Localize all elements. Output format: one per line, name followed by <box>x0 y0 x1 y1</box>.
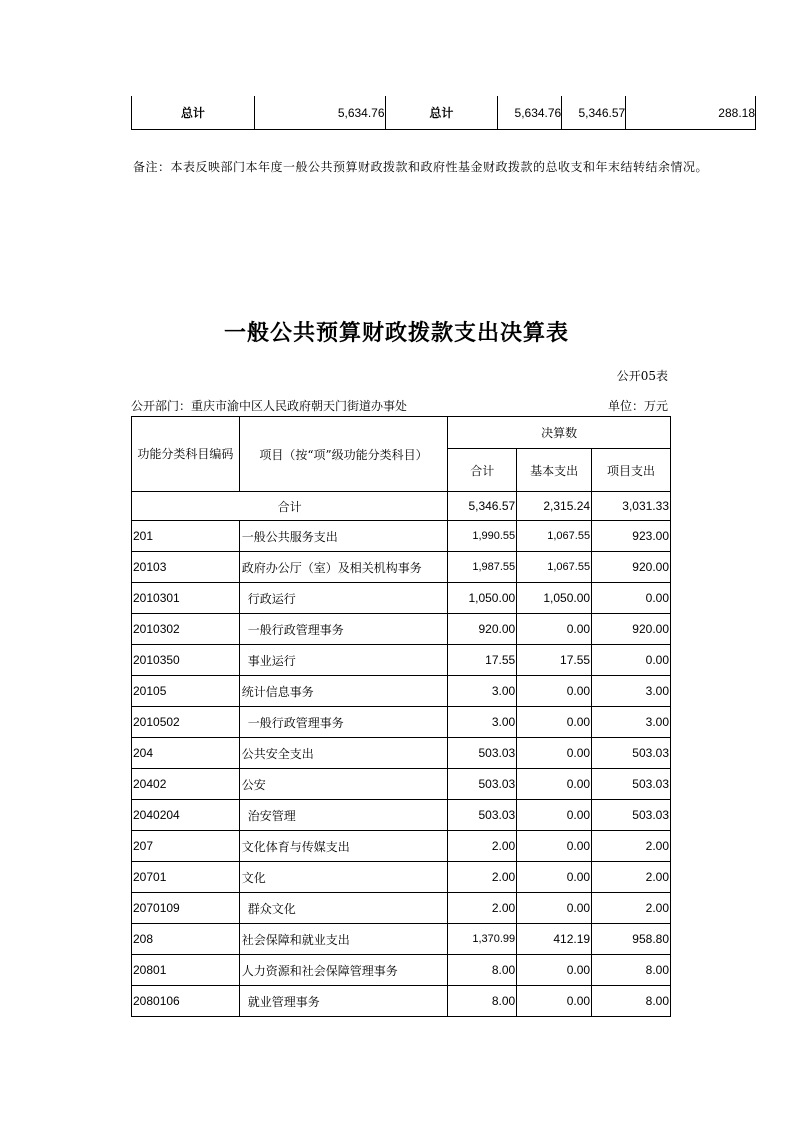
row-total: 1,370.99 <box>448 924 517 955</box>
row-basic: 0.00 <box>517 738 592 769</box>
row-name: 事业运行 <box>239 645 447 676</box>
table-row <box>132 707 671 738</box>
unit-label: 单位：万元 <box>607 399 668 413</box>
row-total: 8.00 <box>448 986 517 1017</box>
table-row <box>132 583 671 614</box>
summary-basic-value: 5,346.57 <box>562 96 626 130</box>
row-name: 政府办公厅（室）及相关机构事务 <box>239 552 447 583</box>
row-code: 2070109 <box>132 893 240 924</box>
row-basic: 0.00 <box>517 955 592 986</box>
table-row <box>132 645 671 676</box>
row-code: 201 <box>132 521 240 552</box>
table-row <box>132 521 671 552</box>
row-name: 文化 <box>239 862 447 893</box>
row-name: 公共安全支出 <box>239 738 447 769</box>
row-code: 2010302 <box>132 614 240 645</box>
row-project: 0.00 <box>592 583 671 614</box>
row-code: 20701 <box>132 862 240 893</box>
row-name: 一般行政管理事务 <box>239 614 447 645</box>
row-project: 3.00 <box>592 707 671 738</box>
row-project: 503.03 <box>592 800 671 831</box>
row-code: 20103 <box>132 552 240 583</box>
row-code: 2010350 <box>132 645 240 676</box>
expenditure-table <box>131 416 671 1017</box>
summary-total-label-left: 总计 <box>132 96 255 130</box>
row-project: 2.00 <box>592 893 671 924</box>
row-basic: 0.00 <box>517 614 592 645</box>
row-total: 1,990.55 <box>448 521 517 552</box>
row-code: 207 <box>132 831 240 862</box>
row-basic: 0.00 <box>517 800 592 831</box>
row-project: 958.80 <box>592 924 671 955</box>
table-row <box>132 955 671 986</box>
row-basic: 0.00 <box>517 893 592 924</box>
summary-total-value-left: 5,634.76 <box>254 96 385 130</box>
row-name: 就业管理事务 <box>239 986 447 1017</box>
row-name: 文化体育与传媒支出 <box>239 831 447 862</box>
summary-carry-value: 288.18 <box>626 96 756 130</box>
row-basic: 1,067.55 <box>517 552 592 583</box>
header-total: 合计 <box>448 449 517 492</box>
row-code: 2080106 <box>132 986 240 1017</box>
table-row <box>132 862 671 893</box>
header-row <box>132 417 671 449</box>
row-basic: 0.00 <box>517 676 592 707</box>
row-code: 2010502 <box>132 707 240 738</box>
row-basic: 0.00 <box>517 986 592 1017</box>
form-number: 公开05表 <box>616 369 668 383</box>
summary-table <box>131 96 756 130</box>
row-total: 503.03 <box>448 800 517 831</box>
row-project: 2.00 <box>592 862 671 893</box>
row-total: 1,050.00 <box>448 583 517 614</box>
header-code: 功能分类科目编码 <box>132 417 240 492</box>
row-code: 2040204 <box>132 800 240 831</box>
row-basic: 0.00 <box>517 831 592 862</box>
row-project: 8.00 <box>592 986 671 1017</box>
row-total: 17.55 <box>448 645 517 676</box>
table-row <box>132 676 671 707</box>
row-basic: 0.00 <box>517 769 592 800</box>
table-row <box>132 924 671 955</box>
row-basic: 1,067.55 <box>517 521 592 552</box>
table-row <box>132 893 671 924</box>
table-row <box>132 738 671 769</box>
row-project: 920.00 <box>592 614 671 645</box>
row-basic: 412.19 <box>517 924 592 955</box>
page-title: 一般公共预算财政拨款支出决算表 <box>223 320 569 346</box>
row-project: 503.03 <box>592 769 671 800</box>
summary-total-value: 5,634.76 <box>498 96 562 130</box>
row-name: 群众文化 <box>239 893 447 924</box>
row-total: 8.00 <box>448 955 517 986</box>
row-basic: 0.00 <box>517 707 592 738</box>
row-basic: 17.55 <box>517 645 592 676</box>
header-basic: 基本支出 <box>517 449 592 492</box>
row-total: 503.03 <box>448 769 517 800</box>
table-row <box>132 831 671 862</box>
row-code: 204 <box>132 738 240 769</box>
row-total: 503.03 <box>448 738 517 769</box>
row-total: 920.00 <box>448 614 517 645</box>
total-project: 3,031.33 <box>592 492 671 521</box>
header-name: 项目（按“项”级功能分类科目） <box>239 417 447 492</box>
row-code: 208 <box>132 924 240 955</box>
row-total: 1,987.55 <box>448 552 517 583</box>
table-row <box>132 552 671 583</box>
row-name: 社会保障和就业支出 <box>239 924 447 955</box>
row-name: 人力资源和社会保障管理事务 <box>239 955 447 986</box>
row-project: 8.00 <box>592 955 671 986</box>
row-code: 2010301 <box>132 583 240 614</box>
department-label: 公开部门：重庆市渝中区人民政府朝天门街道办事处 <box>131 399 408 413</box>
total-value: 5,346.57 <box>448 492 517 521</box>
row-basic: 1,050.00 <box>517 583 592 614</box>
note-text: 备注：本表反映部门本年度一般公共预算财政拨款和政府性基金财政拨款的总收支和年末结转结余情况。 <box>133 160 709 174</box>
total-row <box>132 492 671 521</box>
row-basic: 0.00 <box>517 862 592 893</box>
row-total: 3.00 <box>448 676 517 707</box>
table-row <box>132 800 671 831</box>
row-project: 920.00 <box>592 552 671 583</box>
table-body <box>132 521 671 1017</box>
summary-total-label-right: 总计 <box>385 96 498 130</box>
row-project: 923.00 <box>592 521 671 552</box>
row-code: 20402 <box>132 769 240 800</box>
header-group: 决算数 <box>448 417 671 449</box>
row-code: 20801 <box>132 955 240 986</box>
row-code: 20105 <box>132 676 240 707</box>
table-row <box>132 769 671 800</box>
table-row <box>132 986 671 1017</box>
row-name: 行政运行 <box>239 583 447 614</box>
row-total: 2.00 <box>448 831 517 862</box>
row-name: 治安管理 <box>239 800 447 831</box>
row-project: 3.00 <box>592 676 671 707</box>
total-basic: 2,315.24 <box>517 492 592 521</box>
total-label: 合计 <box>132 492 448 521</box>
row-total: 3.00 <box>448 707 517 738</box>
row-name: 公安 <box>239 769 447 800</box>
row-total: 2.00 <box>448 893 517 924</box>
row-name: 统计信息事务 <box>239 676 447 707</box>
row-project: 2.00 <box>592 831 671 862</box>
header-project: 项目支出 <box>592 449 671 492</box>
row-total: 2.00 <box>448 862 517 893</box>
table-row <box>132 614 671 645</box>
row-project: 0.00 <box>592 645 671 676</box>
row-project: 503.03 <box>592 738 671 769</box>
summary-row <box>132 96 756 130</box>
row-name: 一般公共服务支出 <box>239 521 447 552</box>
row-name: 一般行政管理事务 <box>239 707 447 738</box>
